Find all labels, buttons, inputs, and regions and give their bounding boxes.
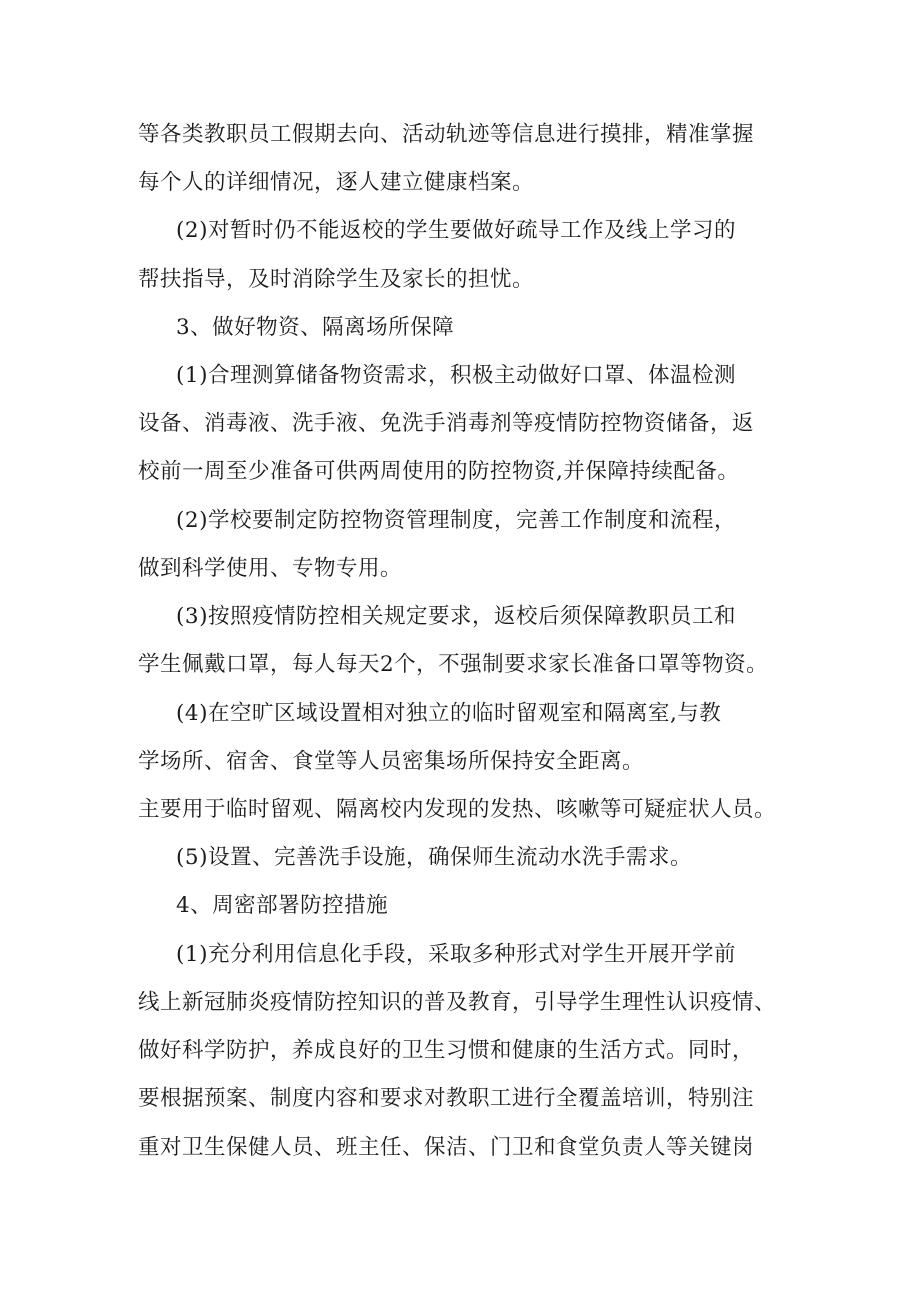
section-heading: 3、做好物资、隔离场所保障	[176, 315, 455, 340]
text-line: 等各类教职员工假期去向、活动轨迹等信息进行摸排，精准掌握	[138, 122, 755, 147]
text-line: 设备、消毒液、洗手液、免洗手消毒剂等疫情防控物资储备，返	[138, 411, 755, 436]
text-line: 线上新冠肺炎疫情防控知识的普及教育，引导学生理性认识疫情、	[138, 990, 777, 1015]
paragraph-start-line: (3)按照疫情防控相关规定要求，返校后须保障教职员工和	[176, 604, 736, 629]
paragraph-start-line: (2)对暂时仍不能返校的学生要做好疏导工作及线上学习的	[176, 218, 736, 243]
text-line: 学生佩戴口罩，每人每天2个，不强制要求家长准备口罩等物资。	[138, 652, 769, 677]
text-line: 做到科学使用、专物专用。	[138, 556, 403, 581]
paragraph-start-line: (1)充分利用信息化手段，采取多种形式对学生开展开学前	[176, 942, 736, 967]
paragraph-start-line: (1)合理测算储备物资需求，积极主动做好口罩、体温检测	[176, 363, 736, 388]
text-line: 校前一周至少准备可供两周使用的防控物资,并保障持续配备。	[138, 459, 740, 484]
paragraph-start-line: (2)学校要制定防控物资管理制度，完善工作制度和流程，	[176, 508, 736, 533]
text-line: 学场所、宿舍、食堂等人员密集场所保持安全距离。	[138, 749, 645, 774]
paragraph-start-line: (5)设置、完善洗手设施，确保师生流动水洗手需求。	[176, 845, 692, 870]
text-line: 主要用于临时留观、隔离校内发现的发热、咳嗽等可疑症状人员。	[138, 797, 777, 822]
section-heading: 4、周密部署防控措施	[176, 893, 389, 918]
paragraph-start-line: (4)在空旷区域设置相对独立的临时留观室和隔离室,与教	[176, 701, 722, 726]
text-line: 每个人的详细情况，逐人建立健康档案。	[138, 170, 535, 195]
text-line: 做好科学防护，养成良好的卫生习惯和健康的生活方式。同时，	[138, 1038, 755, 1063]
text-line: 重对卫生保健人员、班主任、保洁、门卫和食堂负责人等关键岗	[138, 1135, 755, 1160]
text-line: 要根据预案、制度内容和要求对教职工进行全覆盖培训，特别注	[138, 1086, 755, 1111]
text-line: 帮扶指导，及时消除学生及家长的担忧。	[138, 267, 535, 292]
